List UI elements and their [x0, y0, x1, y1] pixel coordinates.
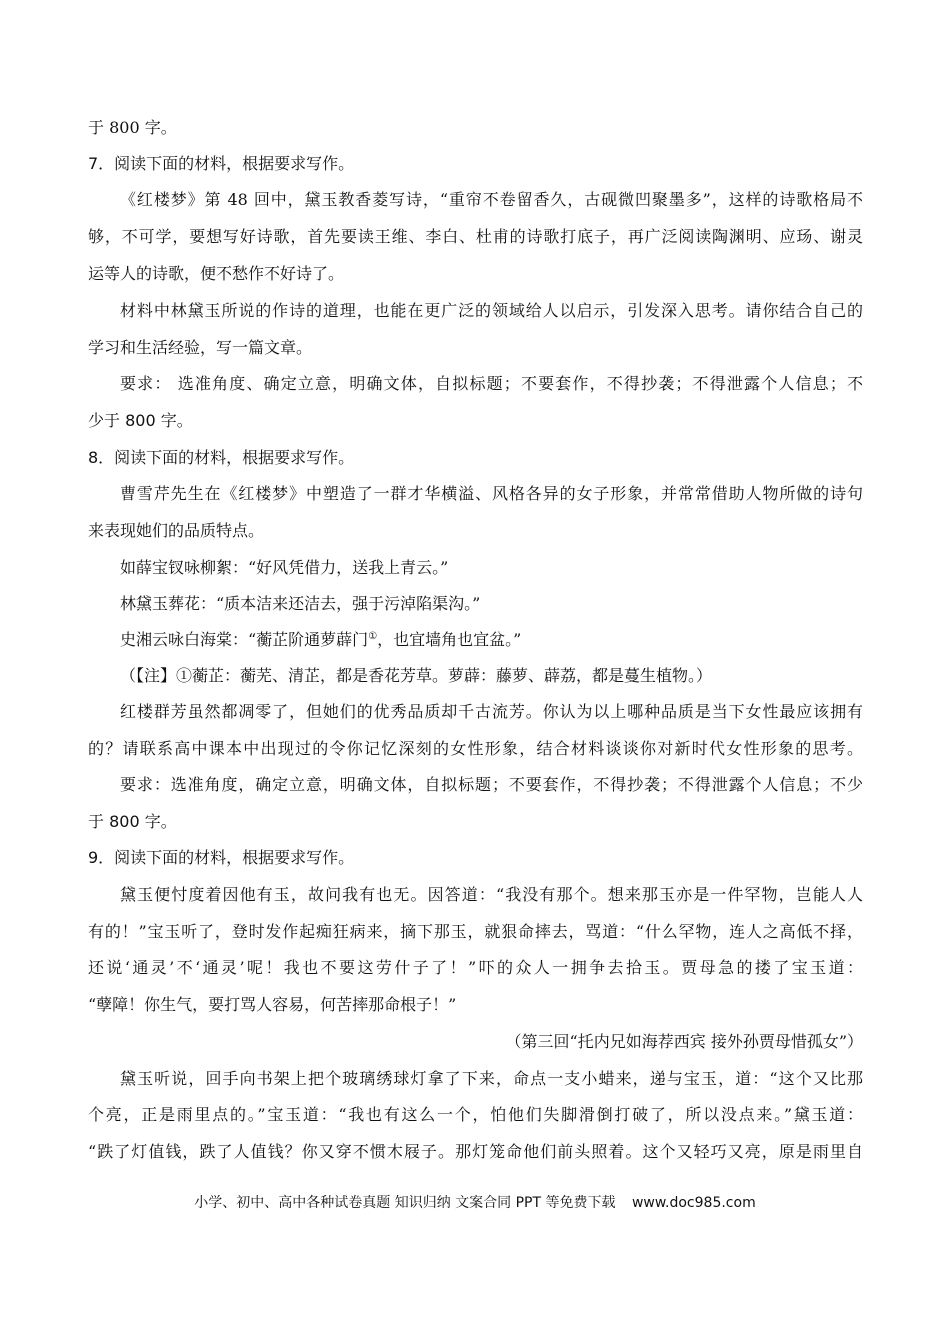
text-line: 《红楼梦》第 48 回中，黛玉教香菱写诗，“重帘不卷留香久，古砚微凹聚墨多”，这样的诗歌格局不 — [120, 190, 863, 209]
poem-line: 林黛玉葬花：“质本洁来还洁去，强于污淖陷渠沟。” — [120, 594, 481, 613]
poem-line: 如薛宝钗咏柳絮：“好风凭借力，送我上青云。” — [120, 558, 449, 577]
text-line: “跌了灯值钱，跌了人值钱？你又穿不惯木屐子。那灯笼命他们前头照着。这个又轻巧又亮，原是雨里自 — [88, 1142, 863, 1161]
poem-text: 史湘云咏白海棠：“蘅芷阶通萝薜门 — [120, 630, 369, 649]
footnote-line: （【注】①蘅芷：蘅芜、清芷，都是香花芳草。萝薜：藤萝、薜荔，都是蔓生植物。） — [120, 666, 713, 685]
poem-text-tail: ，也宜墙角也宜盆。” — [377, 630, 522, 649]
text-line: “孽障！你生气，要打骂人容易，何苦摔那命根子！” — [88, 995, 457, 1014]
text-line: 还说‘通灵’不‘通灵’呢！我也不要这劳什子了！”吓的众人一拥争去拾玉。贾母急的搂了宝玉道： — [88, 958, 863, 977]
text-line: 学习和生活经验，写一篇文章。 — [88, 338, 313, 357]
text-line: 红楼群芳虽然都凋零了，但她们的优秀品质却千古流芳。你认为以上哪种品质是当下女性最应该拥有 — [120, 702, 863, 721]
requirement-line: 要求：选准角度，确定立意，明确文体，自拟标题；不要套作，不得抄袭；不得泄露个人信息；不少 — [120, 775, 863, 794]
text-line: 黛玉听说，回手向书架上把个玻璃绣球灯拿了下来，命点一支小蜡来，递与宝玉，道：“这个又比那 — [120, 1069, 863, 1088]
question-heading: 7．阅读下面的材料，根据要求写作。 — [88, 154, 355, 173]
poem-line — [120, 630, 863, 650]
text-line: 于 800 字。 — [88, 812, 177, 831]
text-line: 来表现她们的品质特点。 — [88, 521, 265, 540]
text-line: 有的！”宝玉听了，登时发作起痴狂病来，摘下那玉，就狠命摔去，骂道：“什么罕物，连人之高低不择， — [88, 922, 863, 941]
text-line: 黛玉便忖度着因他有玉，故问我有也无。因答道：“我没有那个。想来那玉亦是一件罕物，岂能人人 — [120, 885, 863, 904]
text-line: 少于 800 字。 — [88, 411, 193, 430]
source-citation: （第三回“托内兄如海荐西宾 接外孙贾母惜孤女”） — [505, 1032, 863, 1051]
question-heading: 8．阅读下面的材料，根据要求写作。 — [88, 448, 355, 467]
page-footer — [0, 1192, 950, 1212]
text-line: 够，不可学，要想写好诗歌，首先要读王维、李白、杜甫的诗歌打底子，再广泛阅读陶渊明、应玚、谢灵 — [88, 227, 863, 246]
text-line: 的？请联系高中课本中出现过的令你记忆深刻的女性形象，结合材料谈谈你对新时代女性形象的思考。 — [88, 739, 863, 758]
text-line: 运等人的诗歌，便不愁作不好诗了。 — [88, 264, 345, 283]
question-heading: 9．阅读下面的材料，根据要求写作。 — [88, 848, 355, 867]
text-line: 材料中林黛玉所说的作诗的道理，也能在更广泛的领域给人以启示，引发深入思考。请你结合自己的 — [120, 301, 863, 320]
footnote-mark: ① — [368, 631, 378, 642]
footer-url[interactable]: www.doc985.com — [631, 1195, 756, 1211]
text-line: 于 800 字。 — [88, 118, 177, 137]
text-line: 个亮，正是雨里点的。”宝玉道：“我也有这么一个，怕他们失脚滑倒打破了，所以没点来。”黛玉道： — [88, 1105, 863, 1124]
footer-text: 小学、初中、高中各种试卷真题 知识归纳 文案合同 PPT 等免费下载 — [194, 1195, 616, 1211]
requirement-line: 要求： 选准角度、确定立意，明确文体，自拟标题；不要套作，不得抄袭；不得泄露个人信息；不 — [120, 374, 863, 393]
text-line: 曹雪芹先生在《红楼梦》中塑造了一群才华横溢、风格各异的女子形象，并常常借助人物所做的诗句 — [120, 484, 863, 503]
